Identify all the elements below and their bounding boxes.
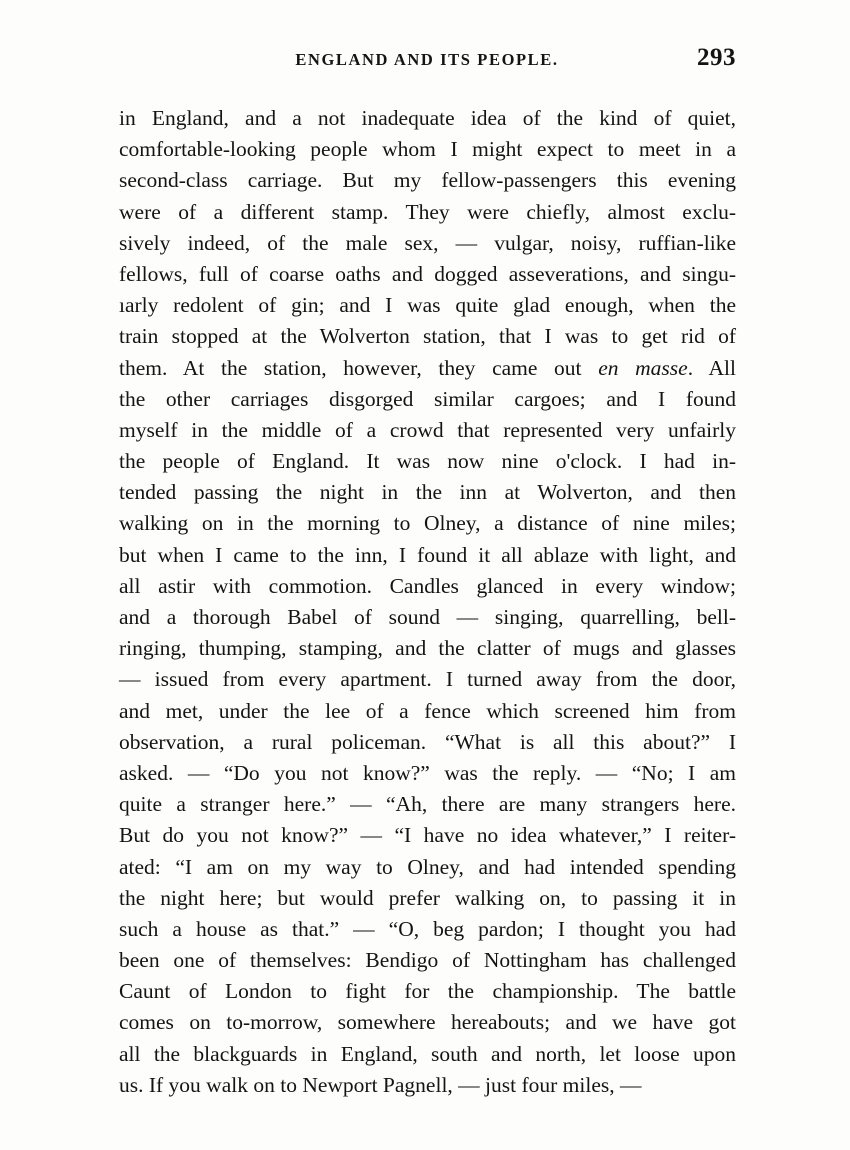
text-line: ringing, thumping, stamping, and the clatter of mugs and glasses <box>119 636 736 661</box>
text-line: but when I came to the inn, I found it all ablaze with light, and <box>119 542 736 567</box>
text-line: But do you not know?” — “I have no idea whatever,” I reiter- <box>119 823 736 848</box>
text-line: in England, and a not inadequate idea of the kind of quiet, <box>119 106 736 130</box>
text-line: ated: “I am on my way to Olney, and had intended spending <box>119 854 736 879</box>
page-number: 293 <box>697 44 736 71</box>
text-line: all astir with commotion. Candles glanced in every window; <box>119 573 736 598</box>
text-line: Caunt of London to fight for the championship. The battle <box>119 979 736 1004</box>
text-line: — issued from every apartment. I turned away from the door, <box>119 667 736 692</box>
text-line: comfortable-looking people whom I might expect to meet in a <box>119 137 736 162</box>
text-line: us. If you walk on to Newport Pagnell, — just four miles, — <box>119 1072 642 1097</box>
text-line: observation, a rural policeman. “What is all this about?” I <box>119 729 736 754</box>
text-line: comes on to-morrow, somewhere hereabouts; and we have got <box>119 1010 736 1035</box>
text-line: the other carriages disgorged similar cargoes; and I found <box>119 386 736 411</box>
text-line: the night here; but would prefer walking on, to passing it in <box>119 885 736 910</box>
text-line: and met, under the lee of a fence which screened him from <box>119 698 736 723</box>
text-line: been one of themselves: Bendigo of Nottingham has challenged <box>119 948 736 973</box>
running-head <box>118 44 736 78</box>
text-line: walking on in the morning to Olney, a distance of nine miles; <box>119 511 736 536</box>
text-line: sively indeed, of the male sex, — vulgar, noisy, ruffian-like <box>119 230 736 255</box>
text-line: quite a stranger here.” — “Ah, there are many strangers here. <box>119 792 736 817</box>
text-line: asked. — “Do you not know?” was the reply. — “No; I am <box>119 760 736 785</box>
text-line: such a house as that.” — “O, beg pardon; I thought you had <box>119 916 736 941</box>
text-line-with-italic: them. At the station, however, they came out en masse. All <box>119 355 736 380</box>
text-line: were of a different stamp. They were chiefly, almost exclu- <box>119 199 736 224</box>
text-line: train stopped at the Wolverton station, that I was to get rid of <box>119 324 736 349</box>
text-line: ıarly redolent of gin; and I was quite glad enough, when the <box>119 293 736 318</box>
text-line: myself in the middle of a crowd that represented very unfairly <box>119 417 736 442</box>
text-line: second-class carriage. But my fellow-passengers this evening <box>119 168 736 193</box>
body-text <box>119 103 736 1101</box>
text-line: fellows, full of coarse oaths and dogged asseverations, and singu- <box>119 261 736 286</box>
italic-phrase: en masse <box>598 355 688 380</box>
text-line: all the blackguards in England, south and north, let loose upon <box>119 1041 736 1066</box>
running-title: ENGLAND AND ITS PEOPLE. <box>295 50 559 69</box>
text-line: and a thorough Babel of sound — singing, quarrelling, bell- <box>119 605 736 629</box>
text-line: the people of England. It was now nine o'clock. I had in- <box>119 449 736 474</box>
text-line: tended passing the night in the inn at Wolverton, and then <box>119 480 736 505</box>
